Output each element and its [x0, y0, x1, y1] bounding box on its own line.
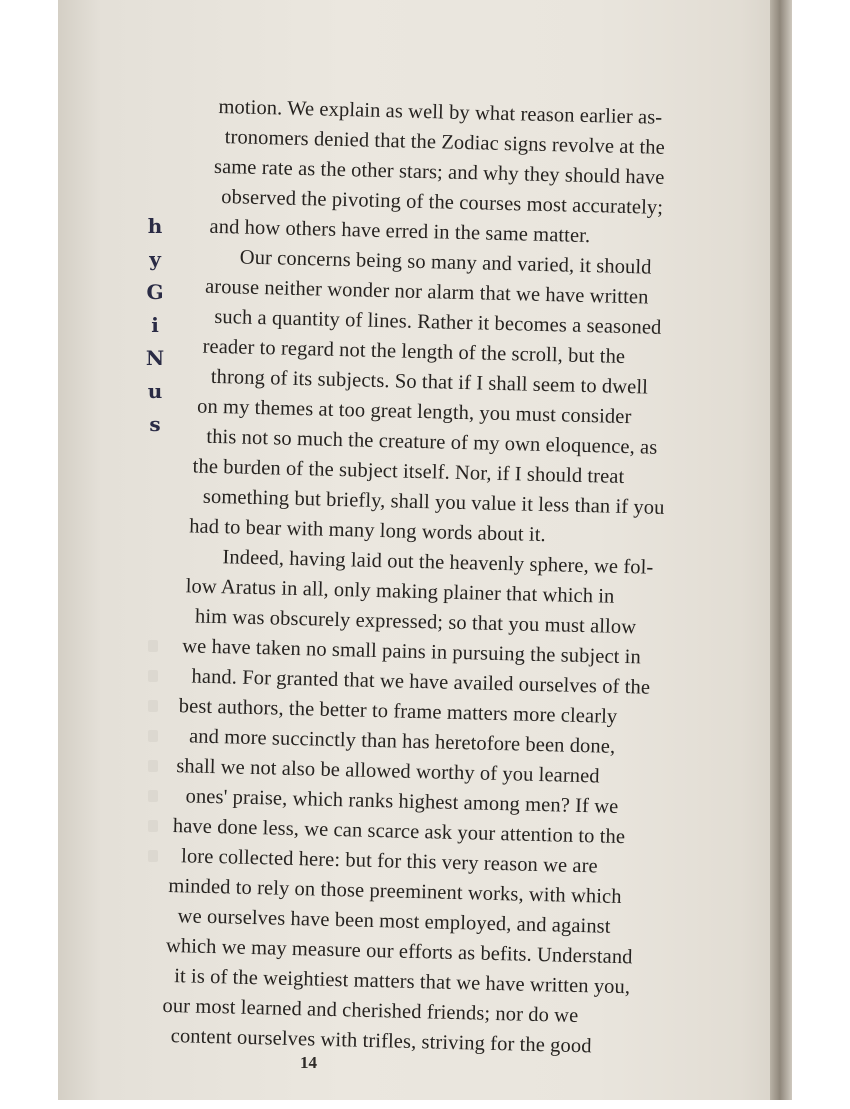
side-title-letter: N	[145, 346, 165, 370]
text-line: content ourselves with trifles, striving for the good	[170, 1025, 592, 1058]
text-line: hand. For granted that we have availed ourselves of the	[191, 665, 651, 699]
text-line: reader to regard not the length of the scroll, but the	[202, 335, 626, 368]
text-line: we ourselves have been most employed, and against	[177, 905, 611, 938]
text-line: motion. We explain as well by what reason earlier as-	[218, 95, 663, 129]
text-line: arouse neither wonder nor alarm that we have written	[204, 275, 649, 309]
text-line: lore collected here: but for this very reason we are	[180, 845, 599, 878]
side-title-letter: s	[149, 412, 161, 436]
text-line: same rate as the other stars; and why they should have	[213, 155, 665, 189]
text-line: tronomers denied that the Zodiac signs revolve at the	[224, 126, 666, 159]
text-line: such a quantity of lines. Rather it becomes a seasoned	[214, 305, 662, 339]
text-line: something but briefly, shall you value it less than if you	[202, 485, 665, 519]
text-line: on my themes at too great length, you must consider	[196, 395, 632, 429]
side-title-letter: h	[147, 214, 163, 238]
text-line: Indeed, having laid out the heavenly sphere, we fol-	[222, 546, 654, 579]
text-line: this not so much the creature of my own eloquence, as	[206, 425, 658, 459]
text-line: ones' praise, which ranks highest among men? If we	[185, 785, 619, 818]
text-line: it is of the weightiest matters that we have written you,	[173, 965, 631, 999]
text-line: and more succinctly than has heretofore been done,	[188, 725, 616, 758]
text-line: we have taken no small pains in pursuing the subject in	[182, 635, 642, 669]
text-line: our most learned and cherished friends; nor do we	[162, 994, 579, 1028]
text-line: best authors, the better to frame matters more clearly	[178, 695, 618, 728]
side-title-letter: u	[147, 379, 163, 403]
text-line: had to bear with many long words about it.	[188, 515, 547, 547]
text-line: the burden of the subject itself. Nor, if I should treat	[192, 455, 625, 488]
text-line: him was obscurely expressed; so that you must allow	[194, 605, 637, 639]
text-line: and how others have erred in the same matter.	[209, 215, 591, 248]
text-line: minded to rely on those preeminent works, with which	[168, 874, 622, 909]
text-line: throng of its subjects. So that if I shall seem to dwell	[210, 365, 649, 399]
side-title-letter: y	[149, 247, 161, 271]
text-line: Our concerns being so many and varied, it should	[239, 246, 652, 279]
text-line: observed the pivoting of the courses most accurately;	[221, 186, 664, 219]
text-line: have done less, we can scarce ask your attention to the	[172, 815, 626, 849]
text-line: which we may measure our efforts as befits. Understand	[165, 934, 633, 969]
text-line: low Aratus in all, only making plainer that which in	[185, 575, 615, 608]
side-title-letter: i	[151, 313, 159, 337]
page-number: 14	[300, 1053, 317, 1072]
side-title-letter: G	[146, 280, 164, 304]
text-line: shall we not also be allowed worthy of you learned	[176, 755, 600, 788]
